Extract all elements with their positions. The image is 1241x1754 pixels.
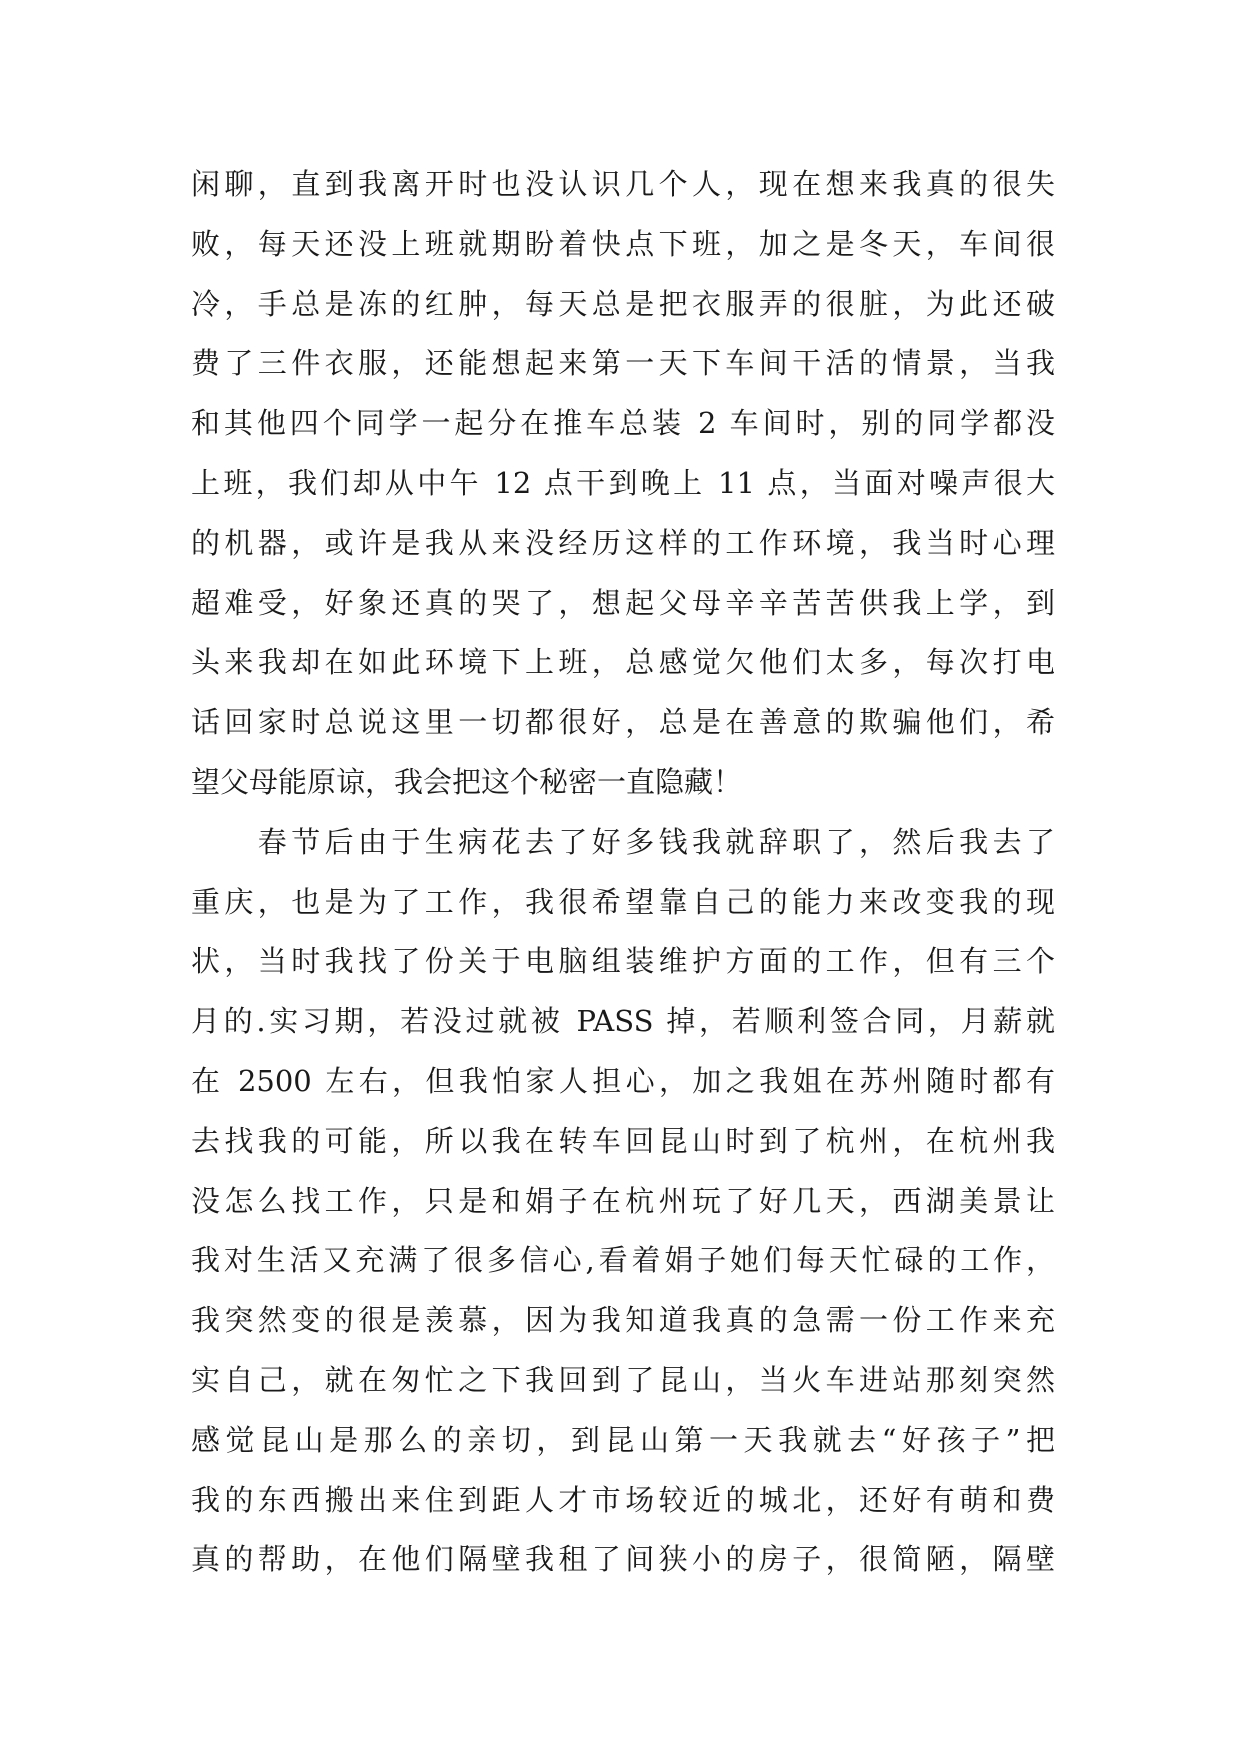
text-line: 去找我的可能，所以我在转车回昆山时到了杭州，在杭州我	[191, 1123, 1055, 1158]
text-line: 我的东西搬出来住到距人才市场较近的城北，还好有萌和费	[191, 1482, 1055, 1517]
paragraph-start-line: 春节后由于生病花去了好多钱我就辞职了，然后我去了	[191, 824, 1055, 859]
text-line: 的机器，或许是我从来没经历这样的工作环境，我当时心理	[191, 525, 1055, 560]
text-line: 实自己，就在匆忙之下我回到了昆山，当火车进站那刻突然	[191, 1362, 1055, 1397]
text-line: 在 2500 左右，但我怕家人担心，加之我姐在苏州随时都有	[191, 1063, 1055, 1098]
text-line: 状，当时我找了份关于电脑组装维护方面的工作，但有三个	[191, 944, 1055, 979]
text-line: 和其他四个同学一起分在推车总装 2 车间时，别的同学都没	[191, 406, 1055, 441]
text-line: 我对生活又充满了很多信心,看着娟子她们每天忙碌的工作，	[191, 1243, 1055, 1278]
body-text	[191, 155, 1055, 1590]
text-line: 头来我却在如此环境下上班，总感觉欠他们太多，每次打电	[191, 645, 1055, 680]
text-line: 重庆，也是为了工作，我很希望靠自己的能力来改变我的现	[191, 884, 1055, 919]
text-line: 败，每天还没上班就期盼着快点下班，加之是冬天，车间很	[191, 226, 1055, 261]
paragraph-end-line: 望父母能原谅，我会把这个秘密一直隐藏！	[191, 764, 743, 799]
text-line: 上班，我们却从中午 12 点干到晚上 11 点，当面对噪声很大	[191, 465, 1055, 500]
text-line: 没怎么找工作，只是和娟子在杭州玩了好几天，西湖美景让	[191, 1183, 1055, 1218]
text-line: 超难受，好象还真的哭了，想起父母辛辛苦苦供我上学，到	[191, 585, 1055, 620]
text-line: 月的.实习期，若没过就被 PASS 掉，若顺利签合同，月薪就	[191, 1004, 1055, 1039]
text-line: 闲聊，直到我离开时也没认识几个人，现在想来我真的很失	[191, 167, 1055, 201]
text-line: 真的帮助，在他们隔壁我租了间狭小的房子，很简陋，隔壁	[191, 1542, 1055, 1577]
text-line: 费了三件衣服，还能想起来第一天下车间干活的情景，当我	[191, 346, 1055, 381]
text-line: 冷，手总是冻的红肿，每天总是把衣服弄的很脏，为此还破	[191, 286, 1055, 321]
text-line: 我突然变的很是羡慕，因为我知道我真的急需一份工作来充	[191, 1303, 1055, 1338]
text-line: 话回家时总说这里一切都很好，总是在善意的欺骗他们，希	[191, 705, 1055, 740]
text-line: 感觉昆山是那么的亲切，到昆山第一天我就去“好孩子”把	[191, 1422, 1055, 1457]
